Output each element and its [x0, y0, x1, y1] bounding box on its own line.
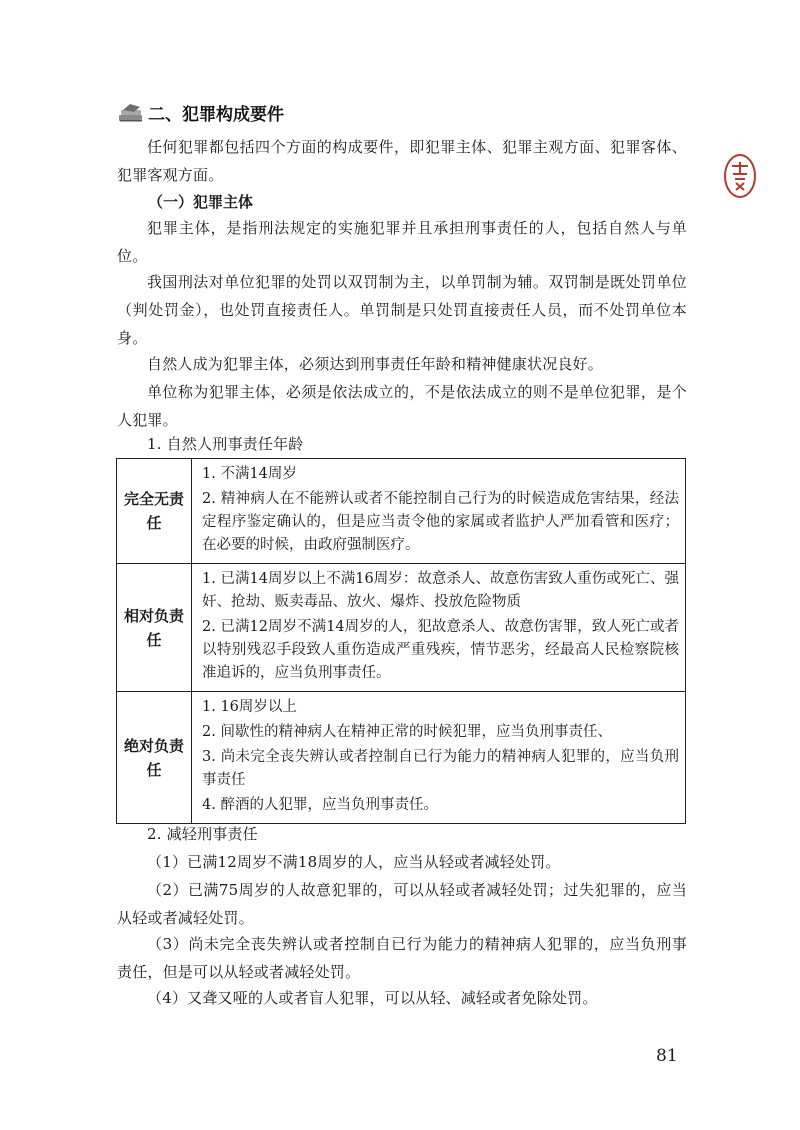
- table-row: [117, 459, 686, 564]
- table-caption: 1. 自然人刑事责任年龄: [147, 435, 304, 453]
- row-label: 绝对负责任: [117, 692, 192, 824]
- row-content: [192, 564, 686, 692]
- section-heading: [118, 98, 284, 126]
- paragraph-4: 单位称为犯罪主体，必须是依法成立的，不是依法成立的则不是单位犯罪，是个人犯罪。: [117, 383, 687, 429]
- row-item: 2. 已满12周岁不满14周岁的人，犯故意杀人、故意伤害罪，致人死亡或者以特别残忍手段致人重伤造成严重残疾，情节恶劣，经最高人民检察院核准追诉的，应当负刑事责任。: [202, 619, 679, 681]
- row-label: 完全无责任: [117, 459, 192, 564]
- paragraph-2: 我国刑法对单位犯罪的处罚以双罚制为主，以单罚制为辅。双罚制是既处罚单位（判处罚金），也处罚直接责任人。单罚制是只处罚直接责任人员，而不处罚单位本身。: [117, 273, 687, 347]
- row-content: [192, 459, 686, 564]
- section-2-item: （3）尚未完全丧失辨认或者控制自已行为能力的精神病人犯罪的，应当负刑事责任，但是可以从轻或者减轻处罚。: [117, 935, 687, 981]
- section-2-item: （4）又聋又哑的人或者盲人犯罪，可以从轻、减轻或者免除处罚。: [147, 989, 598, 1007]
- row-item: 3. 尚未完全丧失辨认或者控制自已行为能力的精神病人犯罪的，应当负刑事责任: [202, 749, 679, 788]
- red-seal-icon: [722, 152, 758, 200]
- book-stack-icon: [118, 101, 144, 123]
- page-number: 81: [656, 1046, 678, 1066]
- section-2-item: （1）已满12周岁不满18周岁的人，应当从轻或者减轻处罚。: [147, 853, 561, 871]
- section-heading-text: 二、犯罪构成要件: [148, 104, 284, 125]
- row-item: 1. 16周岁以上: [202, 699, 297, 715]
- row-label: 相对负责任: [117, 564, 192, 692]
- subsection-title: （一）犯罪主体: [148, 193, 254, 211]
- section-2-item: （2）已满75周岁的人故意犯罪的，可以从轻或者减轻处罚；过失犯罪的，应当从轻或者减轻处罚。: [117, 881, 687, 927]
- row-content: [192, 692, 686, 824]
- row-item: 1. 不满14周岁: [202, 466, 297, 482]
- row-item: 2. 间歇性的精神病人在精神正常的时候犯罪，应当负刑事责任、: [202, 724, 612, 740]
- section-2-title: 2. 减轻刑事责任: [147, 825, 258, 843]
- row-item: 2. 精神病人在不能辨认或者不能控制自己行为的时候造成危害结果，经法定程序鉴定确认的，但是应当责令他的家属或者监护人严加看管和医疗；在必要的时候，由政府强制医疗。: [202, 491, 679, 553]
- table-row: [117, 692, 686, 824]
- paragraph-3: 自然人成为犯罪主体，必须达到刑事责任年龄和精神健康状况良好。: [147, 355, 604, 373]
- row-item: 1. 已满14周岁以上不满16周岁：故意杀人、故意伤害致人重伤或死亡、强奸、抢劫、贩卖毒品、放火、爆炸、投放危险物质: [202, 571, 679, 610]
- intro-paragraph: 任何犯罪都包括四个方面的构成要件，即犯罪主体、犯罪主观方面、犯罪客体、犯罪客观方面。: [117, 138, 687, 184]
- row-item: 4. 醉酒的人犯罪，应当负刑事责任。: [202, 797, 438, 813]
- responsibility-age-table: [116, 458, 686, 824]
- table-row: [117, 564, 686, 692]
- paragraph-1: 犯罪主体，是指刑法规定的实施犯罪并且承担刑事责任的人，包括自然人与单位。: [117, 219, 687, 265]
